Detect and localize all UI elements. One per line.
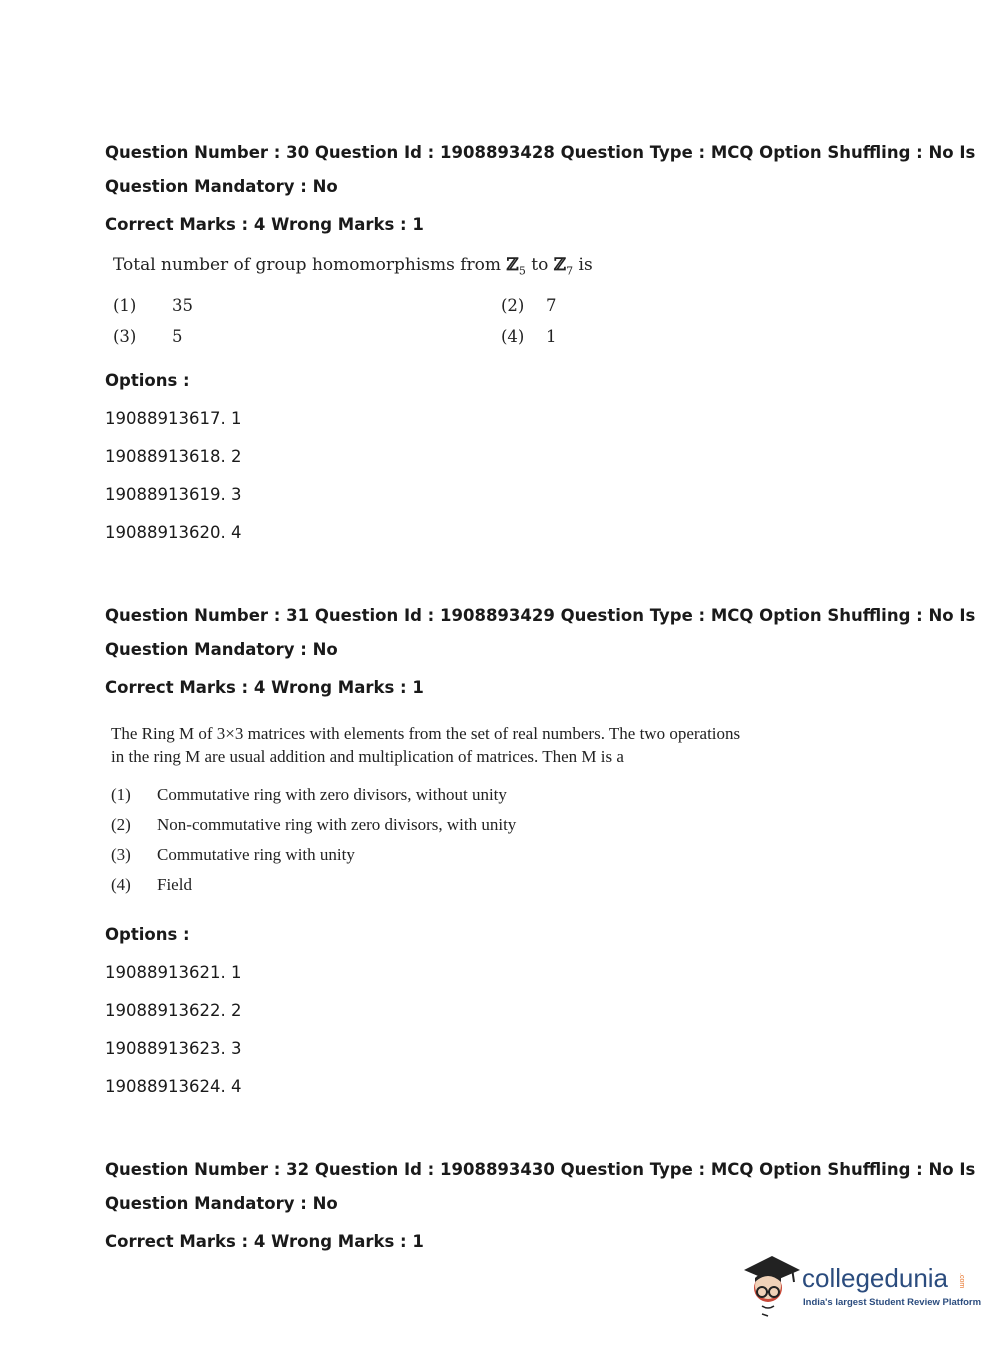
question-31-marks: Correct Marks : 4 Wrong Marks : 1	[105, 678, 424, 697]
question-31-choice-4-num: (4)	[111, 875, 131, 894]
question-30-option-2: 19088913618. 2	[105, 447, 242, 466]
question-31-options-label: Options :	[105, 925, 190, 944]
question-30-choice-1-text: 35	[172, 296, 193, 315]
question-32-header: Question Number : 32 Question Id : 1908893430 Question Type : MCQ Option Shuffling : No Is	[105, 1160, 976, 1179]
question-31-choice-1-num: (1)	[111, 785, 131, 804]
logo-tagline: India's largest Student Review Platform	[803, 1297, 982, 1308]
question-32-mandatory: Question Mandatory : No	[105, 1194, 338, 1213]
question-30-choice-4-text: 1	[546, 327, 557, 346]
question-30-stem: Total number of group homomorphisms from ℤ$_5$ to ℤ$_7$ is	[113, 255, 593, 278]
question-31-choice-2-num: (2)	[111, 815, 131, 834]
question-30-choice-2-text: 7	[546, 296, 557, 315]
question-31-option-1: 19088913621. 1	[105, 963, 242, 982]
question-31-header: Question Number : 31 Question Id : 1908893429 Question Type : MCQ Option Shuffling : No Is	[105, 606, 976, 625]
question-30-options-label: Options :	[105, 371, 190, 390]
question-31-option-4: 19088913624. 4	[105, 1077, 242, 1096]
question-31-choice-3-text: Commutative ring with unity	[157, 845, 355, 864]
question-30-option-4: 19088913620. 4	[105, 523, 242, 542]
question-31-stem-line-2: in the ring M are usual addition and multiplication of matrices. Then M is a	[111, 747, 624, 766]
question-30-choice-4-num: (4)	[501, 327, 525, 346]
question-31-choice-4-text: Field	[157, 875, 192, 894]
question-31-choice-1-text: Commutative ring with zero divisors, without unity	[157, 785, 507, 804]
question-30-choice-2-num: (2)	[501, 296, 525, 315]
question-30-option-3: 19088913619. 3	[105, 485, 242, 504]
question-31-mandatory: Question Mandatory : No	[105, 640, 338, 659]
question-31-choice-3-num: (3)	[111, 845, 131, 864]
question-32-marks: Correct Marks : 4 Wrong Marks : 1	[105, 1232, 424, 1251]
question-31-option-3: 19088913623. 3	[105, 1039, 242, 1058]
question-30-header: Question Number : 30 Question Id : 1908893428 Question Type : MCQ Option Shuffling : No Is	[105, 143, 976, 162]
logo-suffix: .com	[958, 1273, 965, 1289]
logo-wordmark: collegedunia	[802, 1263, 949, 1293]
question-30-option-1: 19088913617. 1	[105, 409, 242, 428]
question-30-choice-1-num: (1)	[113, 296, 137, 315]
question-30-choice-3-text: 5	[172, 327, 183, 346]
question-31-option-2: 19088913622. 2	[105, 1001, 242, 1020]
question-30-marks: Correct Marks : 4 Wrong Marks : 1	[105, 215, 424, 234]
question-31-stem-line-1: The Ring M of 3×3 matrices with elements from the set of real numbers. The two operations	[111, 724, 741, 743]
question-30-choice-3-num: (3)	[113, 327, 137, 346]
question-30-mandatory: Question Mandatory : No	[105, 177, 338, 196]
question-31-choice-2-text: Non-commutative ring with zero divisors, with unity	[157, 815, 517, 834]
